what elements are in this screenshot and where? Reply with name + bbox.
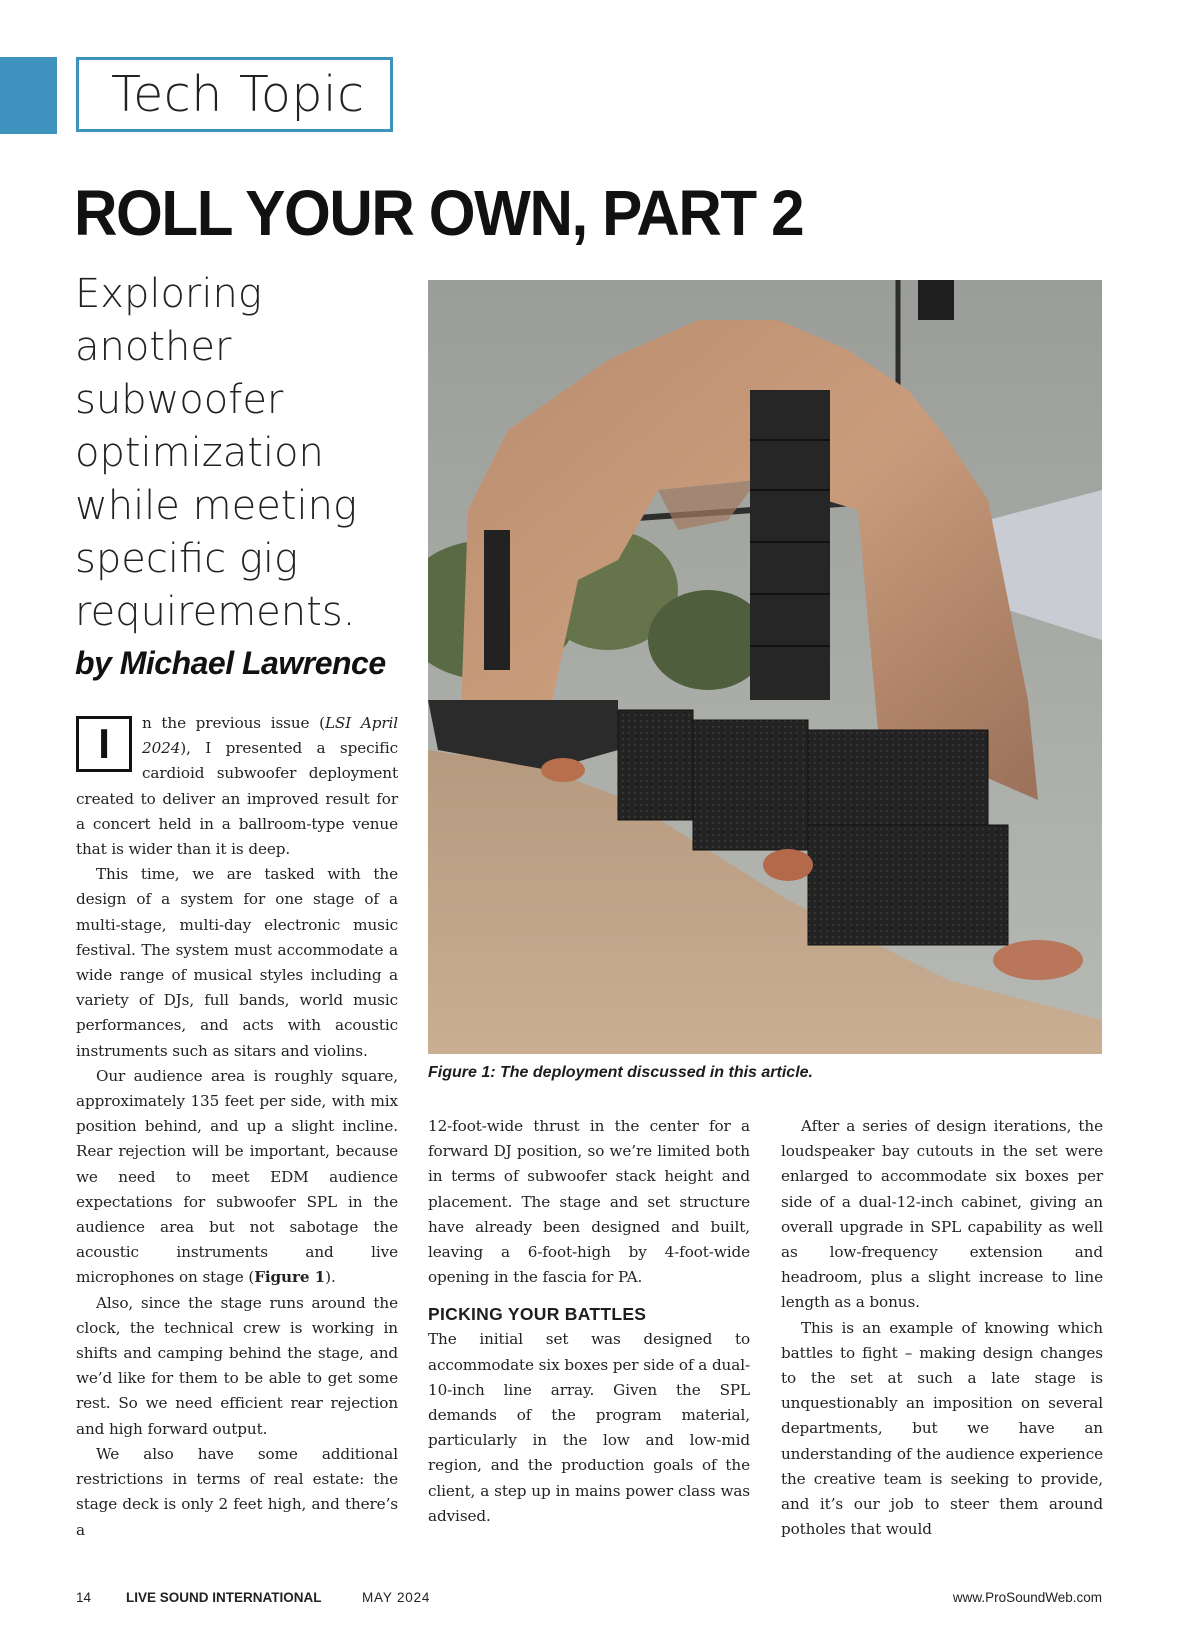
paragraph-text: Our audience area is roughly square, approximately 135 feet per side, with mix position behind, and up a slight incline. Rear rejection will be important, because we need to meet EDM audience expectations for subwoofer SPL in the audience area but not sabotage the acoustic instruments and live microphones on stage ( xyxy=(76,1066,398,1287)
paragraph: The initial set was designed to accommodate six boxes per side of a dual-10-inch line array. Given the SPL demands of the program material, particularly in the low and low-mid region, and the production goals of the client, a step up in mains power class was advised. xyxy=(428,1330,750,1525)
paragraph-text: n the previous issue ( xyxy=(142,714,325,732)
issue-date: MAY 2024 xyxy=(362,1590,431,1605)
text-column-2 xyxy=(428,1114,750,1529)
paragraph xyxy=(76,711,398,862)
paragraph: 12-foot-wide thrust in the center for a forward DJ position, so we’re limited both in terms of subwoofer stack height and placement. The stage and set structure have already been designed and built, leaving a 6-foot-high by 4-foot-wide opening in the fascia for PA. xyxy=(428,1117,750,1287)
paragraph: Also, since the stage runs around the clock, the technical crew is working in shifts and camping behind the stage, and we’d like for them to be able to get some rest. So we need efficient rear rejection and high forward output. xyxy=(76,1293,398,1438)
paragraph: After a series of design iterations, the loudspeaker bay cutouts in the set were enlarged to accommodate six boxes per side of a dual-12-inch cabinet, giving an overall upgrade in SPL capability as well as low-frequency extension and headroom, plus a slight increase to line length as a bonus. xyxy=(781,1117,1103,1312)
article-byline: by Michael Lawrence xyxy=(75,645,386,681)
page-footer xyxy=(76,1590,1102,1610)
article-title: ROLL YOUR OWN, PART 2 xyxy=(74,177,804,249)
section-label: Tech Topic xyxy=(76,57,393,132)
figure-reference: Figure 1 xyxy=(254,1268,326,1287)
paragraph: This time, we are tasked with the design of a system for one stage of a multi-stage, multi-day electronic music festival. The system must accommodate a wide range of musical styles including a variety of DJs, full bands, world music performances, and acts with acoustic instruments such as sitars and violins. xyxy=(76,865,398,1060)
paragraph: This is an example of knowing which battles to fight – making design changes to the set at such a late stage is unquestionably an imposition on several departments, but we have an understanding of the audience experience the creative team is seeking to provide, and it’s our job to steer them around potholes that would xyxy=(781,1318,1103,1539)
stage-photo-illustration xyxy=(428,280,1102,1054)
page-number: 14 xyxy=(76,1590,92,1605)
drop-cap: I xyxy=(76,716,132,772)
section-accent-block xyxy=(0,57,57,134)
issue-reference: LSI April 2024 xyxy=(142,714,398,758)
paragraph xyxy=(76,1064,398,1291)
website-link[interactable]: www.ProSoundWeb.com xyxy=(952,1590,1102,1605)
paragraph-text: ). xyxy=(325,1268,336,1287)
publication-name: LIVE SOUND INTERNATIONAL xyxy=(126,1590,322,1605)
figure-photo xyxy=(428,280,1102,1054)
figure-caption: Figure 1: The deployment discussed in this article. xyxy=(428,1064,813,1081)
text-column-3 xyxy=(781,1114,1103,1542)
paragraph-text: ), I presented a specific cardioid subwoofer deployment created to deliver an improved result for a concert held in a ballroom-type venue that is wider than it is deep. xyxy=(76,739,398,859)
text-column-1 xyxy=(76,711,398,1543)
article-deck: Exploring another subwoofer optimization while meeting specific gig requirements. xyxy=(75,271,357,635)
section-subhead: PICKING YOUR BATTLES xyxy=(428,1304,647,1325)
paragraph: We also have some additional restrictions in terms of real estate: the stage deck is only 2 feet high, and there’s a xyxy=(76,1444,398,1539)
